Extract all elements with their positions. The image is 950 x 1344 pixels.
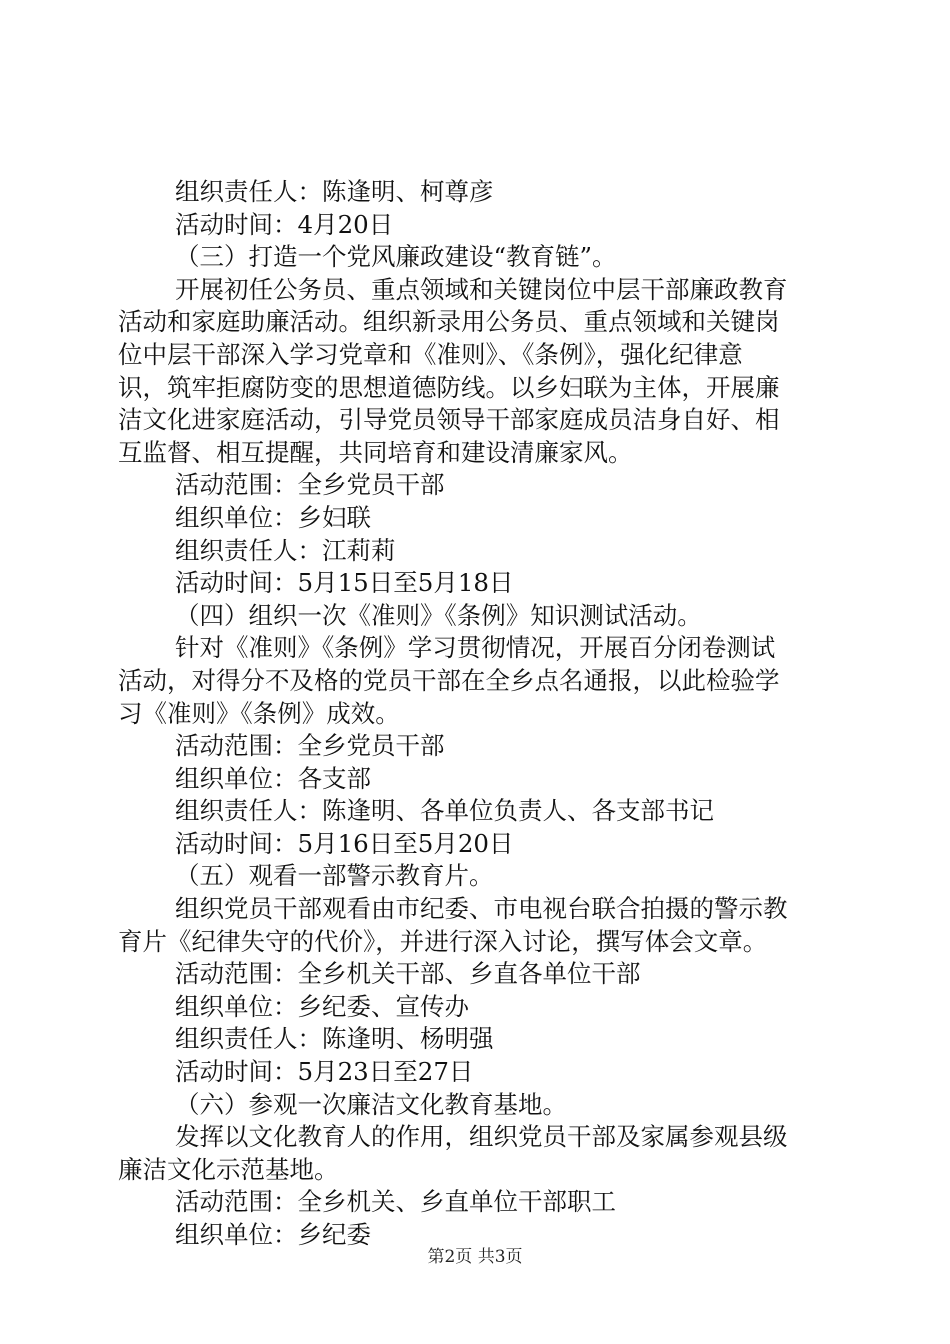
- text-line: 针对《准则》《条例》学习贯彻情况，开展百分闭卷测试: [175, 633, 776, 663]
- text-line: 组织单位：乡妇联: [175, 502, 371, 532]
- text-line: 活动和家庭助廉活动。组织新录用公务员、重点领域和关键岗: [118, 307, 780, 337]
- text-line: 活动时间：5月16日至5月20日: [175, 828, 514, 858]
- document-body: [118, 176, 834, 1252]
- text-line: 组织责任人：陈逢明、各单位负责人、各支部书记: [175, 796, 714, 826]
- text-line: （三）打造一个党风廉政建设“教育链”。: [175, 242, 617, 272]
- text-line: （五）观看一部警示教育片。: [175, 861, 494, 891]
- text-line: 组织单位：乡纪委、宣传办: [175, 991, 469, 1021]
- text-line: 洁文化进家庭活动，引导党员领导干部家庭成员洁身自好、相: [118, 405, 780, 435]
- text-line: 活动时间：5月15日至5月18日: [175, 568, 514, 598]
- text-line: 组织责任人：江莉莉: [175, 535, 396, 565]
- text-line: 廉洁文化示范基地。: [118, 1154, 339, 1184]
- text-line: 活动，对得分不及格的党员干部在全乡点名通报，以此检验学: [118, 665, 780, 695]
- text-line: （六）参观一次廉洁文化教育基地。: [175, 1089, 567, 1119]
- text-line: 活动时间：5月23日至27日: [175, 1057, 474, 1087]
- text-line: （四）组织一次《准则》《条例》知识测试活动。: [175, 600, 702, 630]
- text-line: 组织党员干部观看由市纪委、市电视台联合拍摄的警示教: [175, 894, 788, 924]
- text-line: 活动时间：4月20日: [175, 209, 394, 239]
- text-line: 活动范围：全乡党员干部: [175, 731, 445, 761]
- text-line: 习《准则》《条例》成效。: [118, 698, 400, 728]
- text-line: 育片《纪律失守的代价》，并进行深入讨论，撰写体会文章。: [118, 926, 768, 956]
- text-line: 开展初任公务员、重点领域和关键岗位中层干部廉政教育: [175, 274, 788, 304]
- text-line: 活动范围：全乡机关干部、乡直各单位干部: [175, 959, 641, 989]
- text-line: 位中层干部深入学习党章和《准则》、《条例》，强化纪律意: [118, 339, 743, 369]
- text-line: 互监督、相互提醒，共同培育和建设清廉家风。: [118, 437, 633, 467]
- text-line: 识，筑牢拒腐防变的思想道德防线。以乡妇联为主体，开展廉: [118, 372, 780, 402]
- text-line: 活动范围：全乡机关、乡直单位干部职工: [175, 1187, 616, 1217]
- text-line: 活动范围：全乡党员干部: [175, 470, 445, 500]
- text-line: 组织单位：乡纪委: [175, 1220, 371, 1249]
- page-footer: 第2页 共3页: [427, 1247, 523, 1267]
- text-line: 发挥以文化教育人的作用，组织党员干部及家属参观县级: [175, 1122, 788, 1152]
- text-line: 组织责任人：陈逢明、杨明强: [175, 1024, 494, 1054]
- text-line: 组织责任人：陈逢明、柯尊彦: [175, 177, 494, 206]
- text-line: 组织单位：各支部: [175, 763, 371, 793]
